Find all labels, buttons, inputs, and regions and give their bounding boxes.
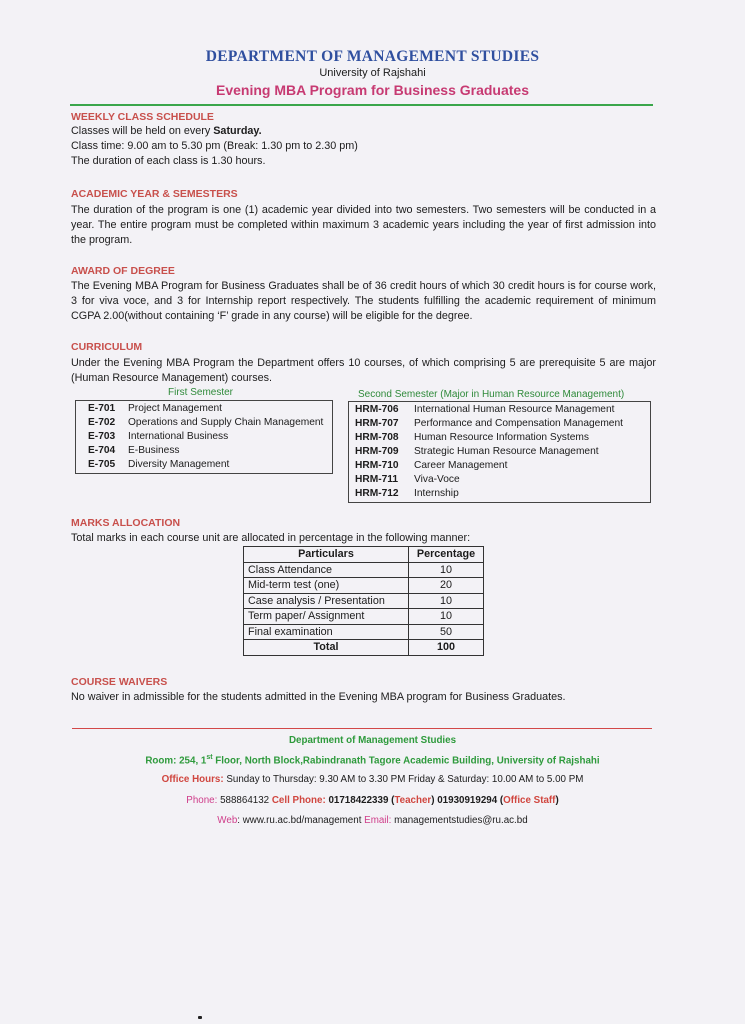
total-label: Total xyxy=(244,640,409,656)
first-semester-table: E-701 Project Management E-702 Operations and Supply Chain Management E-703 International Business E-704 E-Business E-705 Diversity Management xyxy=(75,400,333,474)
particular-cell: Term paper/ Assignment xyxy=(244,609,409,625)
table-row xyxy=(244,624,484,640)
column-header: Percentage xyxy=(409,547,484,563)
award-text: The Evening MBA Program for Business Graduates shall be of 36 credit hours of which 30 credit hours is for course work, 3 for viva voce, and 3 for Internship report respectively. The students fulfilling the academic requirement of minimum CGPA 2.00(without containing ‘F’ grade in any course) will be eligible for the degree. xyxy=(71,280,656,322)
weekly-line-1: Classes will be held on every Saturday. xyxy=(71,125,262,137)
header-divider xyxy=(70,104,653,106)
footer-address: Room: 254, 1st Floor, North Block,Rabindranath Tagore Academic Building, University of Rajshahi xyxy=(145,754,600,767)
weekly-line-3: The duration of each class is 1.30 hours. xyxy=(71,155,266,167)
marks-intro: Total marks in each course unit are allocated in percentage in the following manner: xyxy=(71,532,471,544)
footer-divider xyxy=(72,728,652,729)
percentage-cell: 20 xyxy=(409,578,484,594)
table-row xyxy=(244,609,484,625)
particular-cell: Mid-term test (one) xyxy=(244,578,409,594)
waivers-heading: COURSE WAIVERS xyxy=(71,676,168,688)
weekly-line-2: Class time: 9.00 am to 5.30 pm (Break: 1.30 pm to 2.30 pm) xyxy=(71,140,358,152)
department-title: DEPARTMENT OF MANAGEMENT STUDIES xyxy=(205,48,540,65)
academic-year-heading: ACADEMIC YEAR & SEMESTERS xyxy=(71,188,238,200)
footer-web-email: Web: www.ru.ac.bd/management Email: managementstudies@ru.ac.bd xyxy=(217,815,528,826)
table-row xyxy=(244,593,484,609)
particular-cell: Final examination xyxy=(244,624,409,640)
academic-year-text: The duration of the program is one (1) academic year divided into two semesters. Two semesters will be conducted in a year. The entire program must be completed within maximum 3 academic years including the year of first admission into the program. xyxy=(71,204,656,246)
total-value: 100 xyxy=(409,640,484,656)
percentage-cell: 10 xyxy=(409,593,484,609)
marks-heading: MARKS ALLOCATION xyxy=(71,517,181,529)
waivers-text: No waiver in admissible for the students admitted in the Evening MBA program for Business Graduates. xyxy=(71,691,566,703)
scan-speck xyxy=(198,1016,202,1019)
total-row xyxy=(244,640,484,656)
footer-phones: Phone: 588864132 Cell Phone: 01718422339 (Teacher) 01930919294 (Office Staff) xyxy=(186,795,559,806)
particular-cell: Class Attendance xyxy=(244,562,409,578)
marks-table xyxy=(243,546,484,656)
award-heading: AWARD OF DEGREE xyxy=(71,265,175,277)
table-row xyxy=(244,562,484,578)
second-semester-label: Second Semester (Major in Human Resource Management) xyxy=(358,389,625,400)
percentage-cell: 50 xyxy=(409,624,484,640)
university-name: University of Rajshahi xyxy=(319,67,426,79)
column-header: Particulars xyxy=(244,547,409,563)
footer-office-hours: Office Hours: Sunday to Thursday: 9.30 AM to 3.30 PM Friday & Saturday: 10.00 AM to 5.00 PM xyxy=(161,774,584,785)
percentage-cell: 10 xyxy=(409,562,484,578)
table-row xyxy=(244,578,484,594)
second-semester-table: HRM-706 International Human Resource Management HRM-707 Performance and Compensation Management HRM-708 Human Resource Information Systems HRM-709 Strategic Human Resource Management HRM-710 Career Management HRM-711 Viva-Voce HRM-712 Internship xyxy=(348,401,651,503)
first-semester-label: First Semester xyxy=(168,387,234,398)
marks-header-row xyxy=(244,547,484,563)
footer-department: Department of Management Studies xyxy=(288,735,457,746)
program-title: Evening MBA Program for Business Graduates xyxy=(216,82,529,98)
weekly-schedule-heading: WEEKLY CLASS SCHEDULE xyxy=(71,111,214,123)
particular-cell: Case analysis / Presentation xyxy=(244,593,409,609)
percentage-cell: 10 xyxy=(409,609,484,625)
curriculum-text: Under the Evening MBA Program the Department offers 10 courses, of which comprising 5 are prerequisite 5 are major (Human Resource Management) courses. xyxy=(71,357,656,384)
curriculum-heading: CURRICULUM xyxy=(71,341,143,353)
